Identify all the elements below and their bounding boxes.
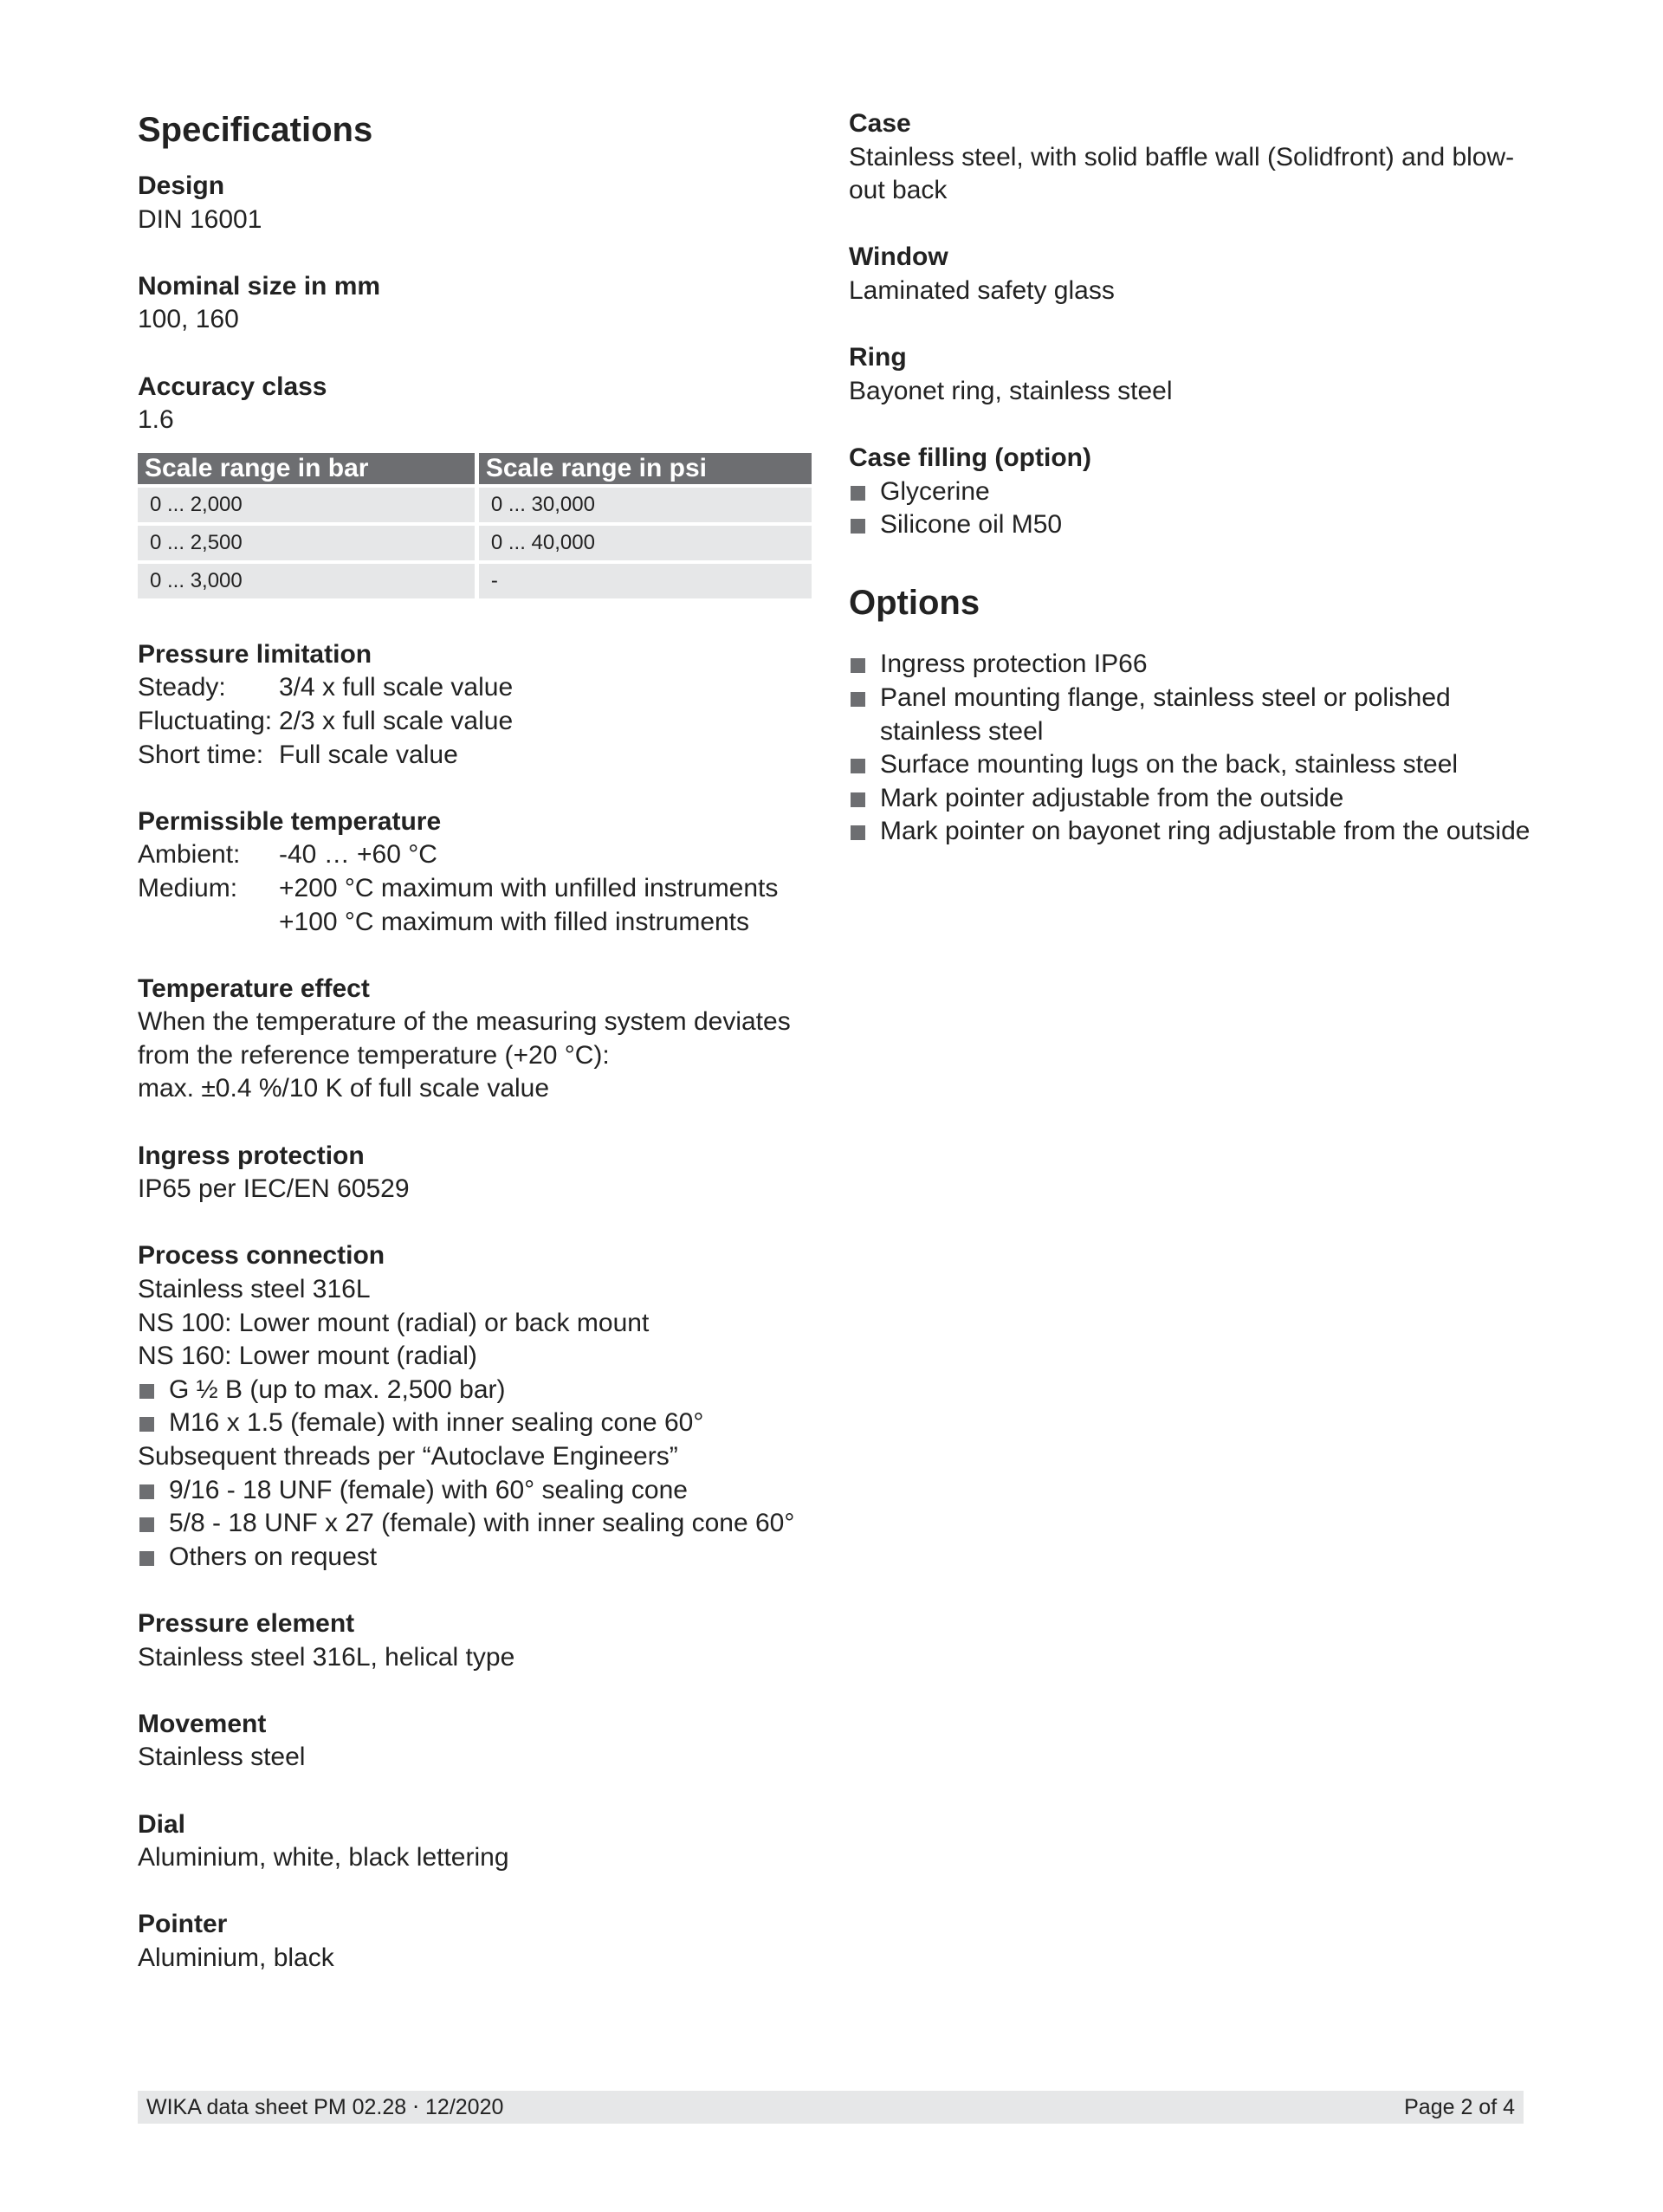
ring-section [849, 341, 1542, 408]
footer-datasheet-ref: WIKA data sheet PM 02.28 ⋅ 12/2020 [146, 2095, 504, 2119]
section-title: Case filling (option) [849, 443, 1091, 472]
square-bullet-icon [851, 759, 865, 773]
section-title: Dial [138, 1809, 186, 1839]
section-title: Pointer [138, 1910, 228, 1939]
kv-row [138, 671, 812, 705]
kv-value: +100 °C maximum with filled instruments [279, 907, 750, 936]
movement-section [138, 1708, 812, 1775]
section-value: DIN 16001 [138, 204, 262, 234]
pressure-element-section [138, 1607, 812, 1674]
kv-key [138, 906, 279, 940]
list-item-text: Others on request [169, 1542, 378, 1571]
section-title: Temperature effect [138, 973, 370, 1003]
section-value: Bayonet ring, stainless steel [849, 376, 1173, 405]
square-bullet-icon [139, 1551, 154, 1566]
kv-value: -40 … +60 °C [279, 840, 437, 870]
scale-range-table [133, 450, 816, 602]
table-cell: - [479, 564, 812, 598]
section-value: Stainless steel 316L, helical type [138, 1642, 515, 1672]
list-item [849, 508, 1542, 542]
page-footer [138, 2091, 1524, 2124]
kv-row [138, 705, 812, 739]
section-value: Aluminium, black [138, 1943, 334, 1972]
case-section [849, 107, 1542, 208]
square-bullet-icon [851, 658, 865, 673]
section-value: Stainless steel, with solid baffle wall (Solidfront) and blow-out back [849, 142, 1515, 205]
list-item [849, 782, 1542, 816]
square-bullet-icon [851, 692, 865, 707]
kv-value: 2/3 x full scale value [279, 706, 514, 735]
kv-value: +200 °C maximum with unfilled instruments [279, 873, 779, 902]
left-column [138, 102, 812, 2008]
column-header-bar: Scale range in bar [138, 453, 475, 484]
list-item [138, 1474, 812, 1508]
list-item [849, 682, 1542, 748]
accuracy-section [138, 371, 812, 437]
kv-key: Medium: [138, 873, 238, 902]
square-bullet-icon [851, 486, 865, 501]
section-title: Permissible temperature [138, 806, 442, 836]
table-cell: 0 ... 3,000 [138, 564, 475, 598]
section-value: 100, 160 [138, 305, 239, 334]
square-bullet-icon [851, 825, 865, 840]
right-column [849, 107, 1542, 849]
table-header-row [138, 453, 812, 484]
list-item [849, 648, 1542, 682]
list-item-text: Ingress protection IP66 [880, 650, 1148, 679]
square-bullet-icon [139, 1417, 154, 1432]
pressure-limitation-section [138, 638, 812, 772]
kv-row [138, 872, 812, 906]
kv-row [138, 838, 812, 872]
section-value: IP65 per IEC/EN 60529 [138, 1174, 410, 1204]
kv-key: Ambient: [138, 840, 241, 870]
list-item-text: Mark pointer on bayonet ring adjustable from the outside [880, 817, 1530, 846]
table-cell: 0 ... 2,500 [138, 526, 475, 560]
text-line: max. ±0.4 %/10 K of full scale value [138, 1074, 550, 1103]
section-title: Ingress protection [138, 1141, 365, 1170]
square-bullet-icon [139, 1517, 154, 1532]
text-line: When the temperature of the measuring system deviates [138, 1007, 791, 1037]
kv-value: Full scale value [279, 740, 458, 769]
text-line: from the reference temperature (+20 °C): [138, 1040, 610, 1070]
footer-page-number: Page 2 of 4 [1404, 2095, 1515, 2119]
kv-key: Steady: [138, 673, 226, 702]
section-value: 1.6 [138, 405, 174, 435]
design-section [138, 170, 812, 236]
ingress-protection-section [138, 1140, 812, 1206]
section-title: Nominal size in mm [138, 271, 381, 301]
list-item-text: Silicone oil M50 [880, 510, 1063, 540]
permissible-temperature-section [138, 805, 812, 939]
pointer-section [138, 1908, 812, 1975]
case-filling-section [849, 442, 1542, 542]
list-item-text: Panel mounting flange, stainless steel or polished stainless steel [880, 682, 1451, 746]
section-title: Window [849, 243, 948, 272]
list-item-text: G ½ B (up to max. 2,500 bar) [169, 1374, 506, 1404]
square-bullet-icon [139, 1384, 154, 1399]
section-title: Pressure limitation [138, 639, 372, 669]
square-bullet-icon [139, 1484, 154, 1499]
bullet-list [849, 475, 1542, 542]
section-title: Pressure element [138, 1608, 355, 1638]
section-title: Design [138, 171, 225, 200]
options-section [849, 575, 1542, 849]
section-value: Aluminium, white, black lettering [138, 1843, 509, 1872]
kv-row [138, 906, 812, 940]
list-item-text: 9/16 - 18 UNF (female) with 60° sealing cone [169, 1475, 688, 1504]
window-section [849, 241, 1542, 307]
section-value: Laminated safety glass [849, 275, 1115, 305]
section-title: Accuracy class [138, 372, 327, 401]
table-cell: 0 ... 30,000 [479, 488, 812, 522]
list-item [849, 815, 1542, 849]
bullet-list [138, 1474, 812, 1575]
list-item-text: Glycerine [880, 476, 990, 506]
list-item [138, 1407, 812, 1440]
table-row [138, 564, 812, 598]
list-item-text: 5/8 - 18 UNF x 27 (female) with inner sealing cone 60° [169, 1509, 795, 1538]
kv-row [138, 739, 812, 773]
column-header-psi: Scale range in psi [479, 453, 812, 484]
list-item [849, 475, 1542, 509]
section-title: Ring [849, 343, 907, 372]
table-row [138, 526, 812, 560]
section-value: Stainless steel [138, 1743, 306, 1772]
table-cell: 0 ... 2,000 [138, 488, 475, 522]
process-connection-section [138, 1239, 812, 1574]
page-title: Specifications [138, 111, 373, 149]
kv-key: Short time: [138, 740, 264, 769]
section-title: Movement [138, 1709, 267, 1738]
temperature-effect-section [138, 973, 812, 1106]
dial-section [138, 1808, 812, 1875]
text-line: Subsequent threads per “Autoclave Engineers” [138, 1442, 678, 1471]
list-item-text: Mark pointer adjustable from the outside [880, 783, 1344, 812]
bullet-list [138, 1374, 812, 1440]
section-title: Case [849, 109, 911, 138]
section-title: Process connection [138, 1241, 385, 1271]
text-line: NS 160: Lower mount (radial) [138, 1342, 477, 1371]
list-item-text: Surface mounting lugs on the back, stainless steel [880, 750, 1459, 779]
options-title: Options [849, 584, 980, 623]
list-item-text: M16 x 1.5 (female) with inner sealing cone 60° [169, 1408, 704, 1438]
square-bullet-icon [851, 519, 865, 534]
square-bullet-icon [851, 792, 865, 807]
list-item [138, 1541, 812, 1575]
list-item [138, 1507, 812, 1541]
list-item [138, 1374, 812, 1407]
table-row [138, 488, 812, 522]
text-line: NS 100: Lower mount (radial) or back mount [138, 1308, 650, 1337]
kv-value: 3/4 x full scale value [279, 673, 514, 702]
text-line: Stainless steel 316L [138, 1275, 371, 1304]
list-item [849, 748, 1542, 782]
bullet-list [849, 648, 1542, 849]
kv-key: Fluctuating: [138, 706, 273, 735]
nominal-size-section [138, 270, 812, 337]
table-cell: 0 ... 40,000 [479, 526, 812, 560]
